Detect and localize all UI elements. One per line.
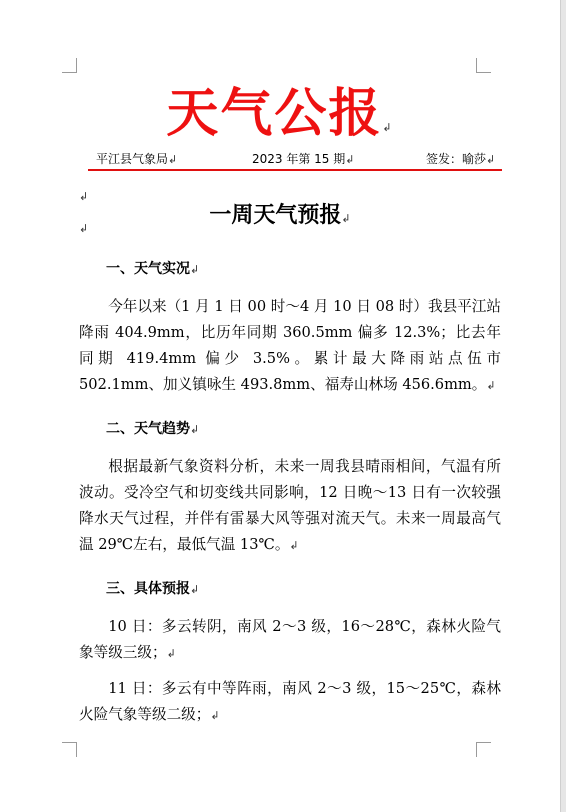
paragraph-mark-icon: ↲: [382, 121, 394, 134]
paragraph-mark-icon: ↲: [79, 190, 89, 203]
header-red-rule: [88, 169, 502, 171]
margin-corner-top-right: [476, 58, 491, 73]
issue-number[interactable]: 2023 年第 15 期↲: [252, 152, 355, 166]
paragraph-mark-icon: ↲: [486, 379, 496, 392]
margin-corner-bottom-left: [62, 742, 77, 757]
paragraph-mark-icon: ↲: [190, 583, 200, 596]
paragraph-mark-icon: ↲: [190, 423, 200, 436]
margin-corner-bottom-right: [476, 742, 491, 757]
paragraph-mark-icon: ↲: [345, 153, 355, 166]
paragraph-mark-icon: ↲: [168, 153, 178, 166]
paragraph-mark-icon: ↲: [190, 263, 200, 276]
paragraph-mark-icon: ↲: [210, 709, 220, 722]
body-paragraph[interactable]: 10 日：多云转阴，南风 2～3 级，16～28℃，森林火险气象等级三级；↲: [79, 618, 501, 661]
body-paragraph[interactable]: 根据最新气象资料分析，未来一周我县晴雨相间，气温有所波动。受冷空气和切变线共同影响，12 日晚～13 日有一次较强降水天气过程，并伴有雷暴大风等强对流天气。未来一周最高气温 29℃左右，最低气温 13℃。↲: [79, 458, 501, 553]
section-heading[interactable]: 三、具体预报↲: [106, 581, 200, 597]
body-paragraph[interactable]: 今年以来（1 月 1 日 00 时～4 月 10 日 08 时）我县平江站降雨 404.9mm，比历年同期 360.5mm 偏多 12.3%；比去年同期 419.4mm 偏少 3.5%。累计最大降雨站点伍市 502.1mm、加义镇咏生 493.8mm、福寿山林场 456.6mm。↲: [79, 298, 501, 393]
section-heading[interactable]: 二、天气趋势↲: [106, 421, 200, 437]
org-name[interactable]: 平江县气象局↲: [96, 152, 178, 166]
masthead-text: 天气公报: [166, 84, 383, 144]
paragraph-mark-icon: ↲: [486, 153, 496, 166]
paragraph-mark-icon: ↲: [79, 222, 89, 235]
section-heading[interactable]: 一、天气实况↲: [106, 261, 200, 277]
margin-corner-top-left: [62, 58, 77, 73]
paragraph-mark-icon: ↲: [341, 212, 351, 225]
signer[interactable]: 签发：喻莎↲: [426, 152, 496, 166]
body-paragraph[interactable]: 11 日：多云有中等阵雨，南风 2～3 级，15～25℃，森林火险气象等级二级；↲: [79, 680, 501, 723]
document-title[interactable]: 一周天气预报↲: [209, 203, 351, 228]
paragraph-mark-icon: ↲: [289, 539, 299, 552]
paragraph-mark-icon: ↲: [166, 647, 176, 660]
